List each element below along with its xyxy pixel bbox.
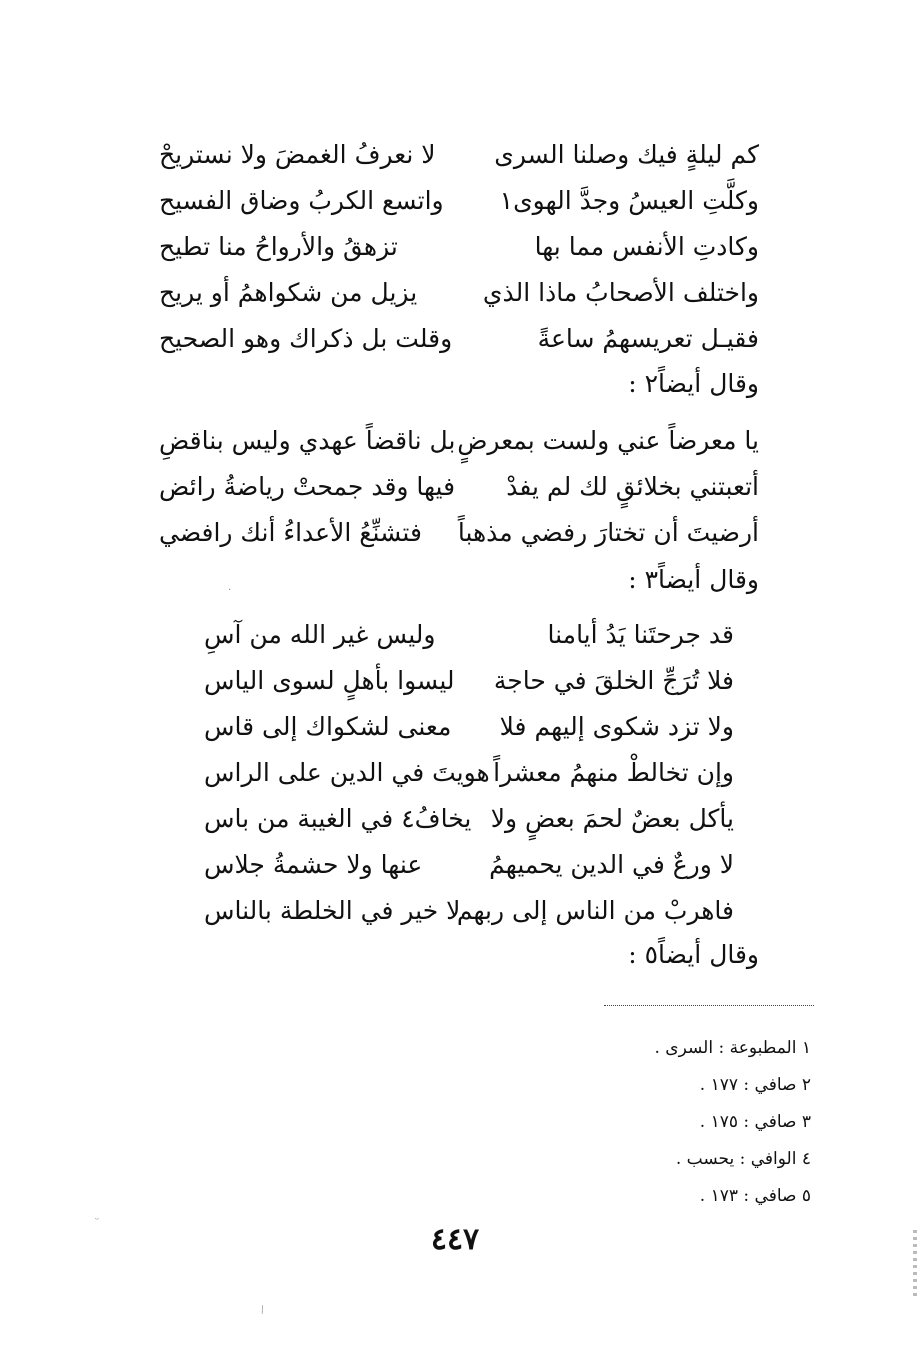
verse-second-hemistich: يخافُ٤ في الغيبة من باس: [204, 804, 472, 833]
verse-first-hemistich: قد جرحتَنا يَدُ أيامنا: [547, 620, 734, 649]
scan-speck-icon: ᵕ: [95, 1215, 99, 1226]
verse-first-hemistich: وإن تخالطْ منهمُ معشراً: [493, 758, 734, 787]
verse: [159, 132, 759, 178]
footnote-separator: [604, 1005, 814, 1006]
verse-first-hemistich: فقيـل تعريسهمُ ساعةً: [537, 324, 759, 353]
verse: [204, 658, 734, 704]
verse-second-hemistich: لا خير في الخلطة بالناس: [204, 896, 461, 925]
verse-second-hemistich: معنى لشكواك إلى قاس: [204, 712, 452, 741]
verse: [204, 888, 734, 934]
verse: [159, 418, 759, 464]
footnote: ٤ الوافي : يحسب .: [675, 1149, 811, 1169]
verse-second-hemistich: فتشنِّعُ الأعداءُ أنك رافضي: [159, 518, 422, 547]
footnote: ٣ صافي : ١٧٥ .: [699, 1112, 811, 1132]
verse: [159, 464, 759, 510]
verse: [159, 224, 759, 270]
verse-first-hemistich: وكادتِ الأنفس مما بها: [534, 232, 759, 261]
verse: [204, 750, 734, 796]
poem-1: [159, 132, 759, 362]
scan-speck-icon: ⁄: [259, 1305, 267, 1316]
verse: [204, 796, 734, 842]
verse: [159, 178, 759, 224]
verse: [159, 510, 759, 556]
verse-second-hemistich: وقلت بل ذكراك وهو الصحيح: [159, 324, 453, 353]
verse-first-hemistich: وكلَّتِ العيسُ وجدَّ الهوى١: [499, 186, 759, 215]
footnotes: [491, 1030, 811, 1215]
verse-second-hemistich: وليس غير الله من آسِ: [204, 620, 436, 649]
verse-first-hemistich: يا معرضاً عني ولست بمعرضٍ: [457, 426, 759, 455]
verse-second-hemistich: تزهقُ والأرواحُ منا تطيح: [159, 232, 398, 261]
verse: [159, 270, 759, 316]
verse-first-hemistich: ولا تزد شكوى إليهم فلا: [499, 712, 734, 741]
verse: [159, 316, 759, 362]
footnote: ٥ صافي : ١٧٣ .: [699, 1186, 811, 1206]
verse-first-hemistich: أرضيتَ أن تختارَ رفضي مذهباً: [457, 518, 759, 547]
page-number: ٤٤٧: [430, 1222, 480, 1257]
page-edge-shadow: [913, 1230, 917, 1300]
poem-3: [204, 612, 734, 934]
verse-first-hemistich: لا ورعٌ في الدين يحميهمُ: [489, 850, 734, 879]
poem-intro: وقال أيضاً٢ :: [628, 369, 759, 398]
verse-first-hemistich: فلا تُرَجِّ الخلقَ في حاجة: [493, 666, 734, 695]
verse-second-hemistich: عنها ولا حشمةُ جلاس: [204, 850, 423, 879]
scan-speck-icon: ·: [228, 585, 232, 596]
verse: [204, 704, 734, 750]
poem-intro: وقال أيضاً٣ :: [628, 565, 759, 594]
verse-first-hemistich: يأكل بعضٌ لحمَ بعضٍ ولا: [490, 804, 734, 833]
verse-first-hemistich: فاهربْ من الناس إلى ربهم: [456, 896, 734, 925]
verse: [204, 612, 734, 658]
verse-first-hemistich: أتعبتني بخلائقٍ لك لم يفدْ: [506, 472, 759, 501]
poem-2: [159, 418, 759, 556]
verse-second-hemistich: ليسوا بأهلٍ لسوى الياس: [204, 666, 455, 695]
verse-second-hemistich: يزيل من شكواهمُ أو يريح: [159, 278, 418, 307]
verse-second-hemistich: فيها وقد جمحتْ رياضةُ رائض: [159, 472, 456, 501]
verse-second-hemistich: واتسع الكربُ وضاق الفسيح: [159, 186, 444, 215]
verse-first-hemistich: كم ليلةٍ فيك وصلنا السرى: [494, 140, 759, 169]
poem-intro: وقال أيضاً٥ :: [628, 940, 759, 969]
verse-second-hemistich: بل ناقضاً عهدي وليس بناقضِ: [159, 426, 456, 455]
verse-second-hemistich: لا نعرفُ الغمضَ ولا نستريحْ: [159, 140, 436, 169]
verse-second-hemistich: هويتَ في الدين على الراس: [204, 758, 490, 787]
footnote: ١ المطبوعة : السرى .: [654, 1038, 811, 1058]
verse-first-hemistich: واختلف الأصحابُ ماذا الذي: [482, 278, 759, 307]
footnote: ٢ صافي : ١٧٧ .: [699, 1075, 811, 1095]
verse: [204, 842, 734, 888]
